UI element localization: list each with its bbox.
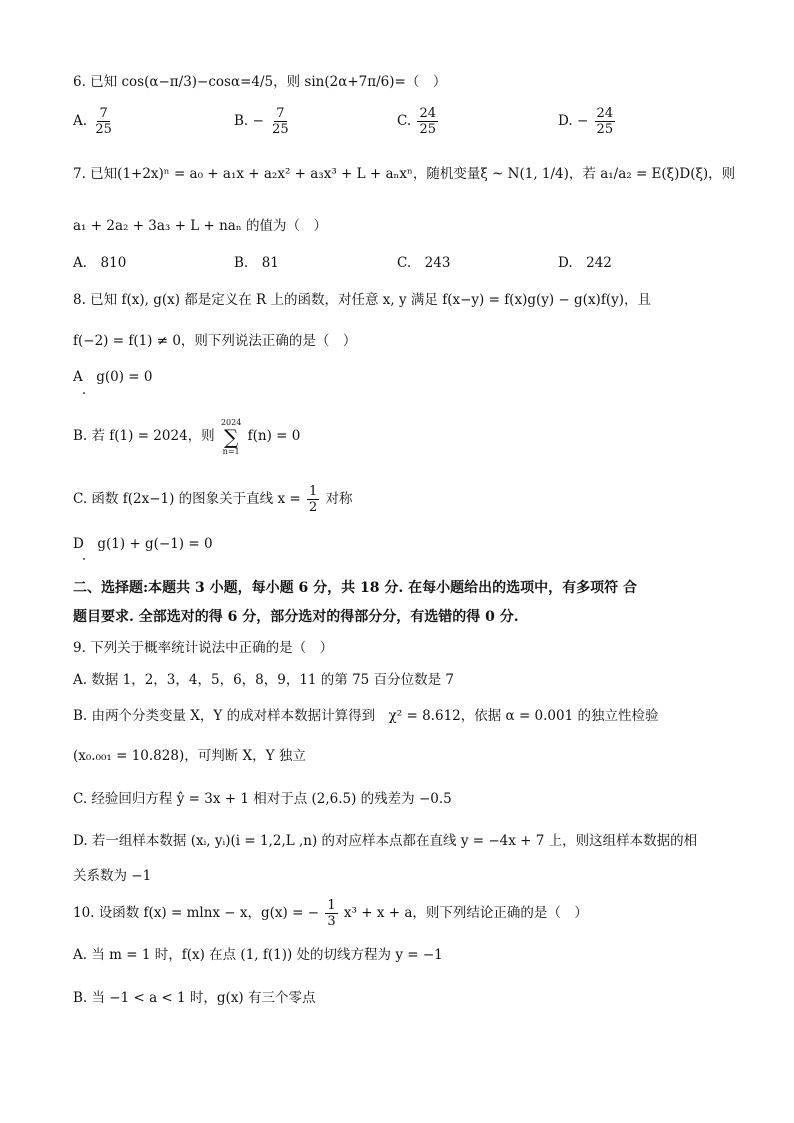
- q8-option-b: [73, 416, 300, 456]
- q8-option-a: A g(0) = 0: [73, 369, 153, 385]
- q6-option-d: [558, 106, 617, 137]
- q6-d-sign: −: [576, 113, 589, 129]
- q6-d-den: 25: [596, 122, 614, 137]
- q8-stem-line1: 8. 已知 f(x), g(x) 都是定义在 R 上的函数，对任意 x, y 满足 f(x−y) = f(x)g(y) − g(x)f(y)，且: [73, 292, 651, 308]
- q8-c-den: 2: [308, 500, 318, 515]
- dot-mark: [83, 392, 85, 394]
- q6-b-sign: −: [252, 113, 264, 129]
- q7-option-a: A. 810: [73, 255, 127, 271]
- q6-b-den: 25: [272, 122, 289, 137]
- q6-d-label: D.: [558, 113, 573, 129]
- q6-c-den: 25: [419, 122, 436, 137]
- sigma-icon: ∑: [224, 424, 239, 449]
- q10-stem-post: x³ + x + a，则下列结论正确的是（ ）: [343, 905, 588, 921]
- q8-option-d: D g(1) + g(−1) = 0: [73, 536, 213, 552]
- q7-option-d: D. 242: [558, 255, 612, 271]
- q8-option-c: [73, 482, 353, 516]
- q6-option-a: [73, 106, 116, 137]
- q7-option-b: B. 81: [234, 255, 279, 271]
- q6-b-label: B.: [234, 113, 249, 129]
- q6-c-label: C.: [397, 113, 412, 129]
- q9-option-d-line1: D. 若一组样本数据 (xᵢ, yᵢ)(i = 1,2,L ,n) 的对应样本点都在直线 y = −4x + 7 上，则这组样本数据的相: [73, 833, 698, 849]
- q10-stem-pre: 10. 设函数 f(x) = mlnx − x，g(x) = −: [73, 905, 320, 921]
- q10-stem: [73, 896, 588, 930]
- q10-fraction: [325, 898, 337, 929]
- q6-d-num: 24: [596, 106, 614, 121]
- q6-option-c: [397, 106, 440, 137]
- q9-option-d-line2: 关系数为 −1: [73, 868, 152, 884]
- q6-a-fraction: [93, 106, 114, 137]
- q8-b-summation: [221, 418, 241, 456]
- q6-b-num: 7: [276, 106, 285, 121]
- q8-c-fraction: [307, 484, 319, 515]
- q9-option-b-line2: (x₀.₀₀₁ = 10.828)，可判断 X，Y 独立: [73, 748, 306, 764]
- q6-c-num: 24: [419, 106, 436, 121]
- q6-stem-text: 6. 已知 cos(α−π/3)−cosα=4/5，则 sin(2α+7π/6)=（ ）: [73, 74, 447, 90]
- q6-option-b: [234, 106, 293, 137]
- q9-option-c: C. 经验回归方程 ŷ = 3x + 1 相对于点 (2,6.5) 的残差为 −0.5: [73, 791, 452, 807]
- q6-a-den: 25: [95, 122, 112, 137]
- q6-d-fraction: [595, 106, 616, 137]
- q8-b-sum-top: 2024: [220, 417, 242, 427]
- q8-c-num: 1: [308, 484, 318, 499]
- q8-stem-line2: f(−2) = f(1) ≠ 0，则下列说法正确的是（ ）: [73, 333, 357, 349]
- q9-option-b-line1: B. 由两个分类变量 X，Y 的成对样本数据计算得到 χ² = 8.612，依据 α = 0.001 的独立性检验: [73, 708, 659, 724]
- q8-b-sum-bottom: n=1: [222, 446, 240, 456]
- q6-stem: [73, 72, 446, 92]
- q10-den: 3: [327, 914, 336, 929]
- q10-option-a: A. 当 m = 1 时，f(x) 在点 (1, f(1)) 处的切线方程为 y = −1: [73, 947, 443, 963]
- q8-b-post: f(n) = 0: [247, 428, 301, 444]
- q8-c-post: 对称: [325, 491, 353, 507]
- dot-mark: [83, 558, 85, 560]
- q9-stem: 9. 下列关于概率统计说法中正确的是（ ）: [73, 640, 334, 656]
- q9-option-a: A. 数据 1，2，3，4，5，6，8，9，11 的第 75 百分位数是 7: [73, 672, 454, 688]
- q7-stem-line2: a₁ + 2a₂ + 3a₃ + L + naₙ 的值为（ ）: [73, 218, 327, 234]
- q8-c-pre: C. 函数 f(2x−1) 的图象关于直线 x =: [73, 491, 301, 507]
- q7-option-c: C. 243: [397, 255, 451, 271]
- q8-b-pre: B. 若 f(1) = 2024，则: [73, 428, 215, 444]
- q10-num: 1: [327, 898, 336, 913]
- q6-a-label: A.: [73, 113, 88, 129]
- q10-option-b: B. 当 −1 < a < 1 时，g(x) 有三个零点: [73, 990, 316, 1006]
- section2-heading-line2: 题目要求. 全部选对的得 6 分，部分选对的得部分分，有选错的得 0 分.: [73, 609, 519, 625]
- q6-c-fraction: [417, 106, 438, 137]
- q6-b-fraction: [270, 106, 291, 137]
- q7-stem-line1: 7. 已知(1+2x)ⁿ = a₀ + a₁x + a₂x² + a₃x³ + L + aₙxⁿ，随机变量ξ ~ N(1, 1/4)，若 a₁/a₂ = E(ξ)D(ξ)，则: [73, 166, 736, 182]
- q6-a-num: 7: [99, 106, 108, 121]
- section2-heading-line1: 二、选择题:本题共 3 小题，每小题 6 分，共 18 分. 在每小题给出的选项中，有多项符 合: [73, 580, 637, 596]
